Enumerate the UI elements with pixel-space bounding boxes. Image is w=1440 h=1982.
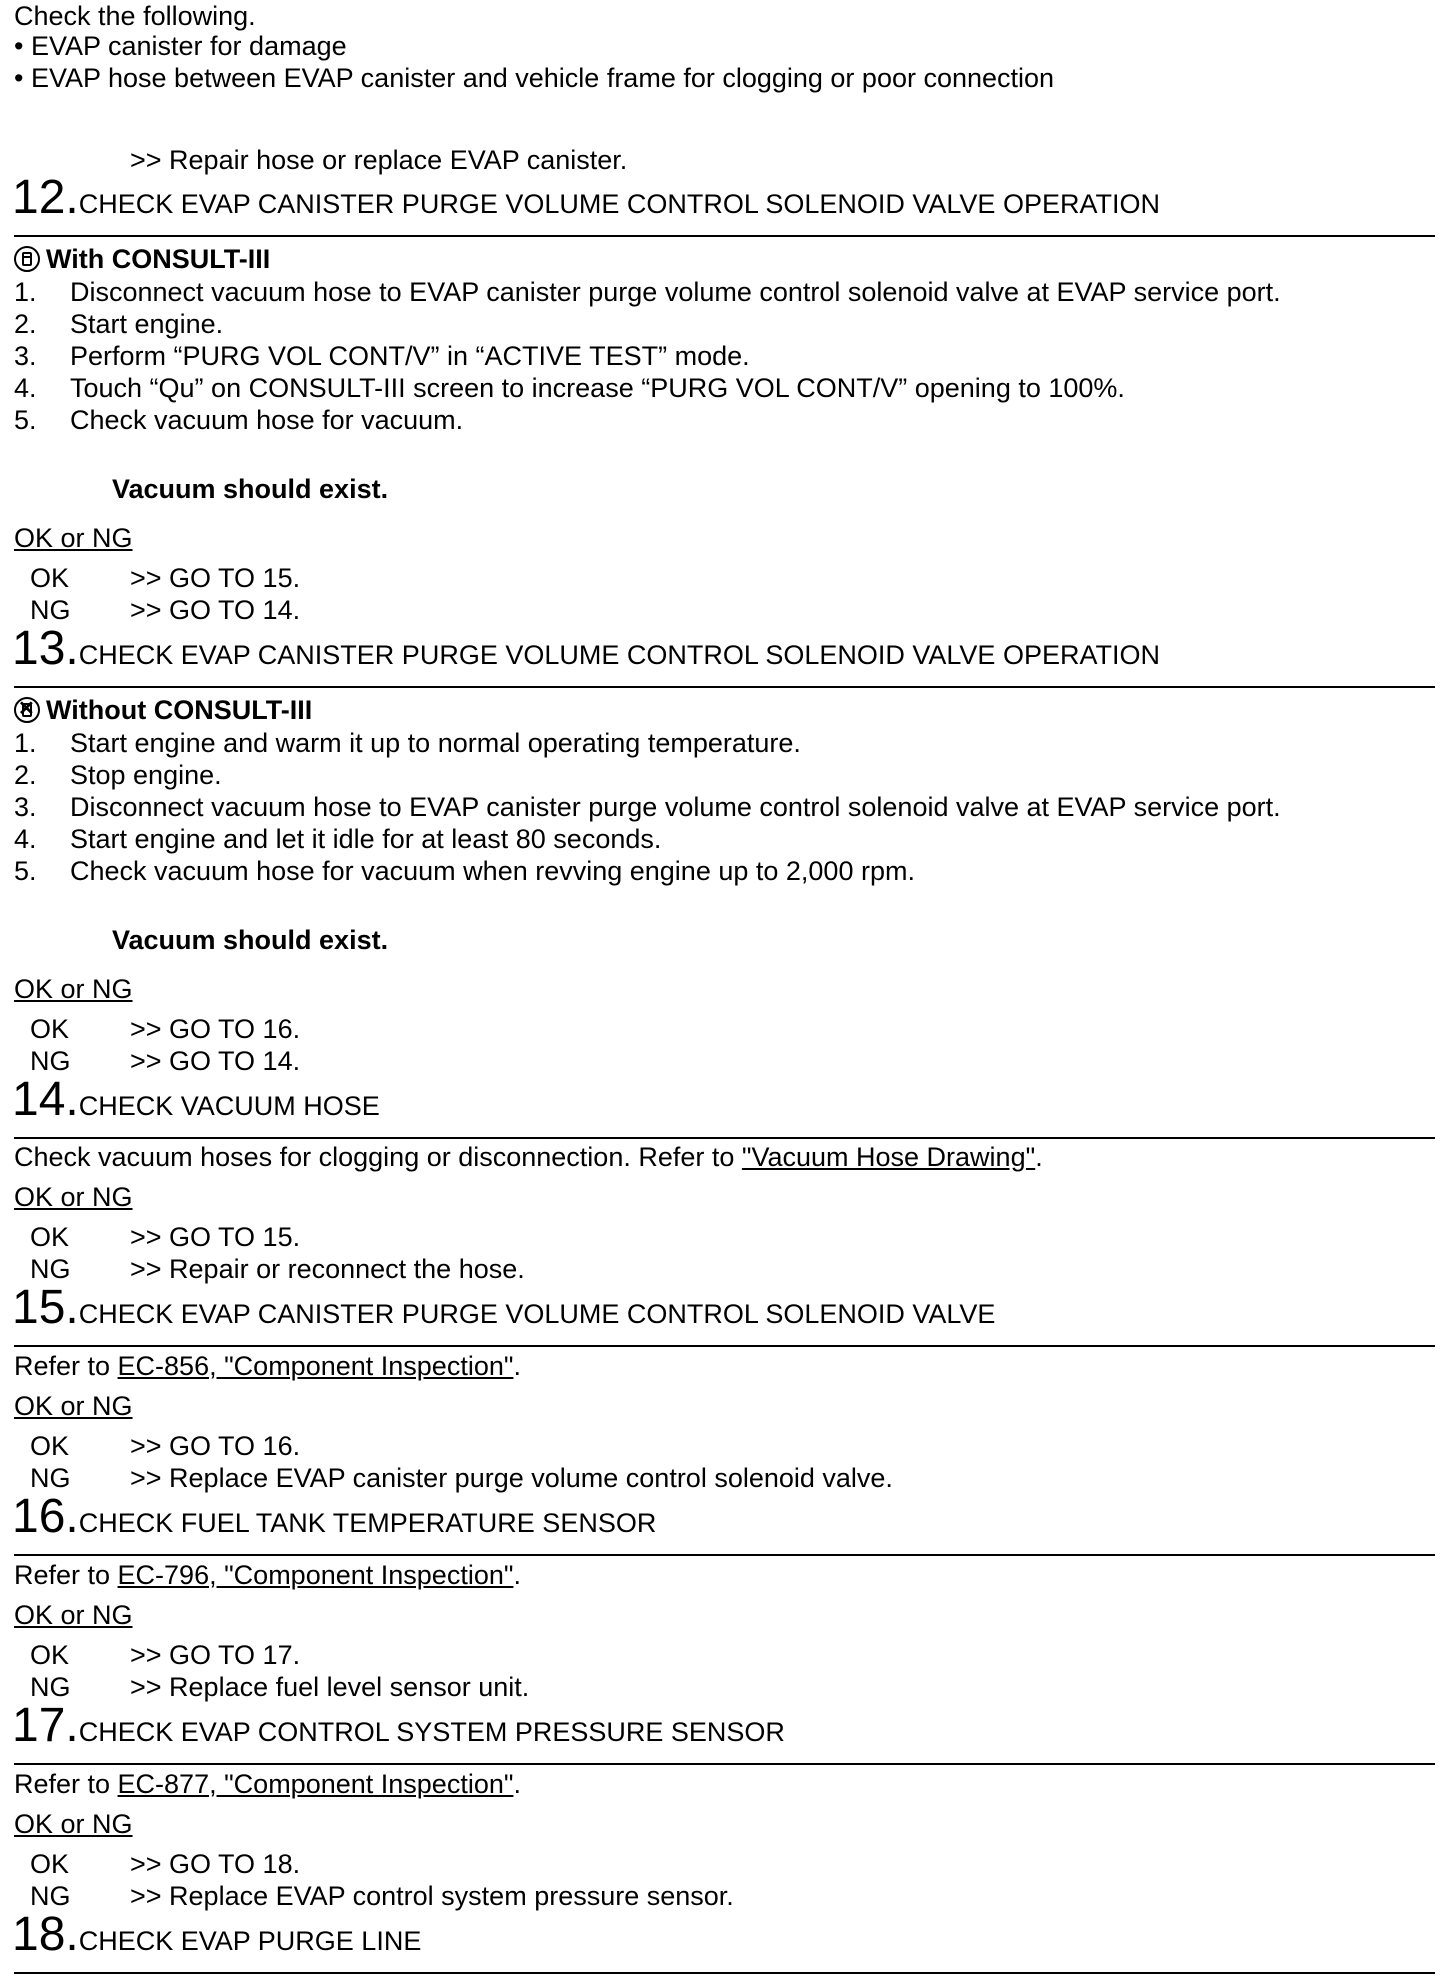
step-number: 16. bbox=[12, 1490, 79, 1543]
ok-ng-label: OK or NG bbox=[14, 1182, 133, 1212]
step-list-text: Check vacuum hose for vacuum when revving engine up to 2,000 rpm. bbox=[70, 856, 915, 886]
spec-text: Vacuum should exist. bbox=[112, 474, 389, 504]
step-heading bbox=[12, 1074, 380, 1126]
step-list-text: Disconnect vacuum hose to EVAP canister purge volume control solenoid valve at EVAP service port. bbox=[70, 792, 1281, 822]
result-action: >> GO TO 15. bbox=[130, 1222, 301, 1252]
step-list-item: 1. bbox=[14, 728, 37, 758]
step-list-item: 5. bbox=[14, 405, 37, 435]
vacuum-hose-drawing-link[interactable]: "Vacuum Hose Drawing" bbox=[741, 1142, 1036, 1172]
intro-line: Check the following. bbox=[14, 1, 256, 31]
ok-ng-label: OK or NG bbox=[14, 974, 133, 1004]
step-number: 17. bbox=[12, 1699, 79, 1752]
step-list-text: Start engine. bbox=[70, 309, 224, 339]
step-list-text: Disconnect vacuum hose to EVAP canister purge volume control solenoid valve at EVAP service port. bbox=[70, 277, 1281, 307]
step-heading bbox=[12, 1700, 785, 1752]
section-divider bbox=[14, 235, 1435, 237]
result-key: OK bbox=[30, 563, 70, 593]
result-action: >> GO TO 14. bbox=[130, 595, 301, 625]
ok-ng-label: OK or NG bbox=[14, 1809, 133, 1839]
result-action: >> Repair or reconnect the hose. bbox=[130, 1254, 525, 1284]
result-action: >> GO TO 14. bbox=[130, 1046, 301, 1076]
result-key: NG bbox=[30, 1881, 71, 1911]
result-key: OK bbox=[30, 1431, 70, 1461]
section-divider bbox=[14, 1137, 1435, 1139]
ec-856-link[interactable]: EC-856, "Component Inspection" bbox=[117, 1351, 514, 1381]
consult-tester-icon bbox=[14, 246, 40, 272]
step-title: CHECK EVAP CANISTER PURGE VOLUME CONTROL SOLENOID VALVE OPERATION bbox=[78, 189, 1160, 219]
section-divider bbox=[14, 1345, 1435, 1347]
mode-label: With CONSULT-III bbox=[14, 243, 270, 275]
section-divider bbox=[14, 1763, 1435, 1765]
ok-ng-label: OK or NG bbox=[14, 1391, 133, 1421]
result-action: >> GO TO 16. bbox=[130, 1014, 301, 1044]
step-list-text: Stop engine. bbox=[70, 760, 222, 790]
step-title: CHECK EVAP PURGE LINE bbox=[78, 1926, 422, 1956]
step-heading bbox=[12, 1491, 656, 1543]
ok-ng-label: OK or NG bbox=[14, 523, 133, 553]
ec-796-link[interactable]: EC-796, "Component Inspection" bbox=[117, 1560, 514, 1590]
step-heading bbox=[12, 1909, 421, 1961]
step-heading bbox=[12, 172, 1160, 224]
step-heading bbox=[12, 623, 1160, 675]
step-list-text: Touch “Qu” on CONSULT-III screen to increase “PURG VOL CONT/V” opening to 100%. bbox=[70, 373, 1125, 403]
step-number: 18. bbox=[12, 1908, 79, 1961]
result-key: NG bbox=[30, 1672, 71, 1702]
ec-877-link[interactable]: EC-877, "Component Inspection" bbox=[117, 1769, 514, 1799]
result-key: OK bbox=[30, 1849, 70, 1879]
no-consult-icon bbox=[14, 697, 40, 723]
result-key: NG bbox=[30, 1463, 71, 1493]
step-list-text: Start engine and let it idle for at least 80 seconds. bbox=[70, 824, 662, 854]
step-number: 12. bbox=[12, 171, 79, 224]
step-number: 14. bbox=[12, 1073, 79, 1126]
result-key: OK bbox=[30, 1640, 70, 1670]
step-list-text: Perform “PURG VOL CONT/V” in “ACTIVE TEST” mode. bbox=[70, 341, 750, 371]
result-key: NG bbox=[30, 1046, 71, 1076]
instruction-text: Check vacuum hoses for clogging or disconnection. Refer to "Vacuum Hose Drawing". bbox=[14, 1142, 1043, 1172]
step-list-item: 1. bbox=[14, 277, 37, 307]
step-list-item: 3. bbox=[14, 341, 37, 371]
intro-bullet: • EVAP canister for damage bbox=[14, 31, 347, 61]
section-divider bbox=[14, 1972, 1435, 1974]
step-list-text: Check vacuum hose for vacuum. bbox=[70, 405, 464, 435]
section-divider bbox=[14, 686, 1435, 688]
step-title: CHECK VACUUM HOSE bbox=[78, 1091, 380, 1121]
result-action: >> GO TO 15. bbox=[130, 563, 301, 593]
instruction-text: Refer to EC-796, "Component Inspection". bbox=[14, 1560, 521, 1590]
step-list-item: 2. bbox=[14, 760, 37, 790]
result-action: >> GO TO 16. bbox=[130, 1431, 301, 1461]
result-action: >> GO TO 18. bbox=[130, 1849, 301, 1879]
step-list-item: 2. bbox=[14, 309, 37, 339]
result-action: >> Replace fuel level sensor unit. bbox=[130, 1672, 530, 1702]
section-divider bbox=[14, 1554, 1435, 1556]
result-key: OK bbox=[30, 1222, 70, 1252]
step-title: CHECK FUEL TANK TEMPERATURE SENSOR bbox=[78, 1508, 657, 1538]
step-list-item: 4. bbox=[14, 824, 37, 854]
spec-text: Vacuum should exist. bbox=[112, 925, 389, 955]
mode-label: ✕Without CONSULT-III bbox=[14, 694, 312, 726]
instruction-text: Refer to EC-856, "Component Inspection". bbox=[14, 1351, 521, 1381]
ok-ng-label: OK or NG bbox=[14, 1600, 133, 1630]
result-action: >> Replace EVAP canister purge volume control solenoid valve. bbox=[130, 1463, 893, 1493]
result-action: >> Replace EVAP control system pressure sensor. bbox=[130, 1881, 734, 1911]
intro-action: >> Repair hose or replace EVAP canister. bbox=[130, 145, 628, 175]
step-list-item: 3. bbox=[14, 792, 37, 822]
step-title: CHECK EVAP CONTROL SYSTEM PRESSURE SENSOR bbox=[78, 1717, 785, 1747]
step-heading bbox=[12, 1282, 995, 1334]
step-list-item: 5. bbox=[14, 856, 37, 886]
step-list-item: 4. bbox=[14, 373, 37, 403]
instruction-text: Refer to EC-877, "Component Inspection". bbox=[14, 1769, 521, 1799]
step-title: CHECK EVAP CANISTER PURGE VOLUME CONTROL SOLENOID VALVE OPERATION bbox=[78, 640, 1160, 670]
step-number: 13. bbox=[12, 622, 79, 675]
step-title: CHECK EVAP CANISTER PURGE VOLUME CONTROL SOLENOID VALVE bbox=[78, 1299, 996, 1329]
step-list-text: Start engine and warm it up to normal operating temperature. bbox=[70, 728, 801, 758]
result-key: NG bbox=[30, 595, 71, 625]
intro-bullet: • EVAP hose between EVAP canister and vehicle frame for clogging or poor connection bbox=[14, 63, 1055, 93]
result-action: >> GO TO 17. bbox=[130, 1640, 301, 1670]
result-key: OK bbox=[30, 1014, 70, 1044]
result-key: NG bbox=[30, 1254, 71, 1284]
step-number: 15. bbox=[12, 1281, 79, 1334]
